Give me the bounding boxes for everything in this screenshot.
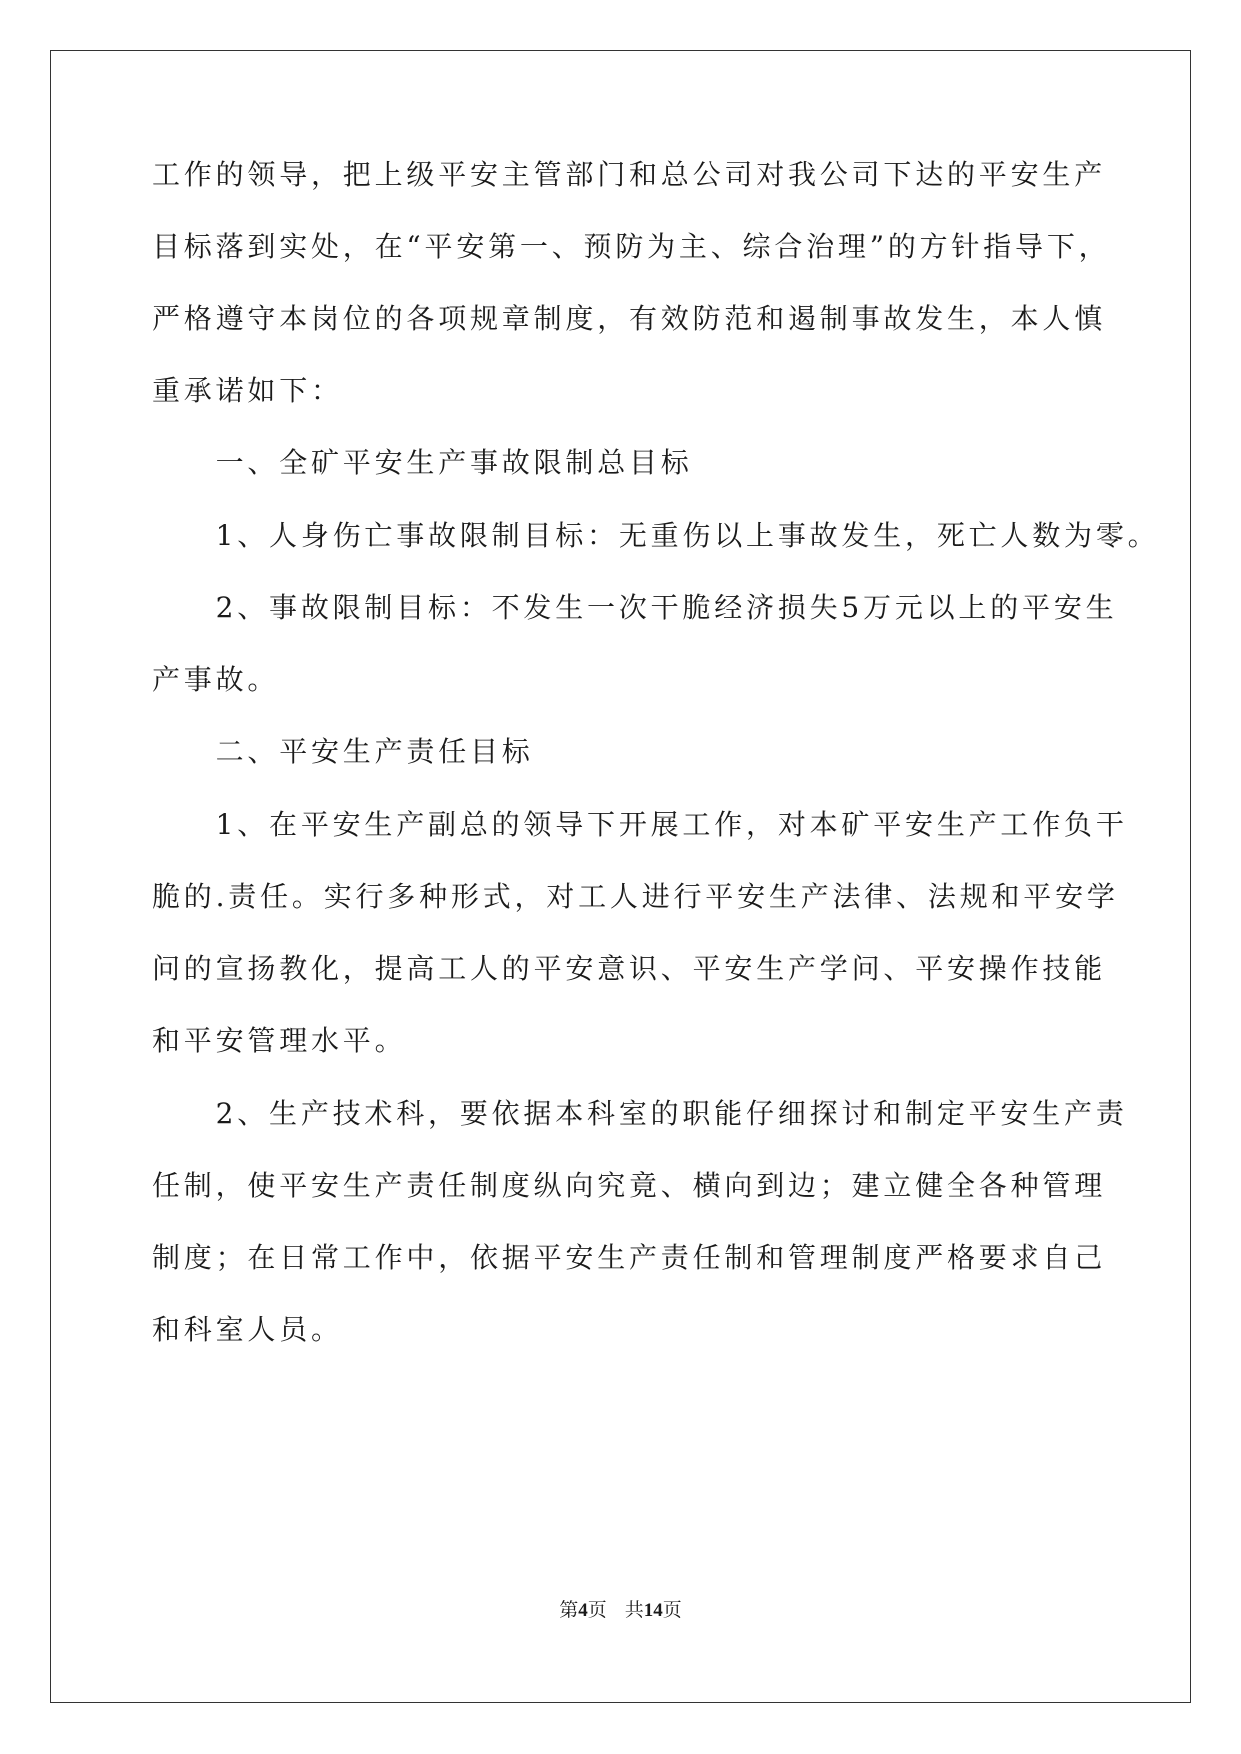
- current-page-number: 4: [578, 1600, 588, 1621]
- total-suffix: 页: [662, 1600, 682, 1621]
- text-line: 重承诺如下：: [152, 374, 343, 407]
- text-line: 严格遵守本岗位的各项规章制度，有效防范和遏制事故发生，本人慎: [152, 302, 1107, 335]
- text-line: 问的宣扬教化，提高工人的平安意识、平安生产学问、平安操作技能: [152, 952, 1107, 985]
- text-line: 和平安管理水平。: [152, 1024, 407, 1057]
- text-line: 1、人身伤亡事故限制目标：无重伤以上事故发生，死亡人数为零。: [152, 519, 1160, 552]
- section-heading: 一、全矿平安生产事故限制总目标: [152, 446, 693, 479]
- text-line: 脆的.责任。实行多种形式，对工人进行平安生产法律、法规和平安学: [152, 880, 1119, 913]
- text-line: 工作的领导，把上级平安主管部门和总公司对我公司下达的平安生产: [152, 158, 1107, 191]
- text-line: 2、事故限制目标：不发生一次干脆经济损失5万元以上的平安生: [152, 591, 1118, 624]
- text-line: 产事故。: [152, 663, 280, 696]
- text-line: 和科室人员。: [152, 1313, 343, 1346]
- text-line: 2、生产技术科，要依据本科室的职能仔细探讨和制定平安生产责: [152, 1097, 1128, 1130]
- total-pages-number: 14: [643, 1600, 663, 1621]
- text-line: 目标落到实处，在“平安第一、预防为主、综合治理”的方针指导下，: [152, 230, 1111, 263]
- text-line: 1、在平安生产副总的领导下开展工作，对本矿平安生产工作负干: [152, 808, 1128, 841]
- page-prefix: 第: [559, 1600, 579, 1621]
- page-suffix: 页: [587, 1600, 607, 1621]
- page-footer: [0, 1598, 1241, 1624]
- total-prefix: 共: [624, 1600, 644, 1621]
- section-heading: 二、平安生产责任目标: [152, 735, 534, 768]
- text-line: 任制，使平安生产责任制度纵向究竟、横向到边；建立健全各种管理: [152, 1169, 1107, 1202]
- text-line: 制度；在日常工作中，依据平安生产责任制和管理制度严格要求自己: [152, 1241, 1107, 1274]
